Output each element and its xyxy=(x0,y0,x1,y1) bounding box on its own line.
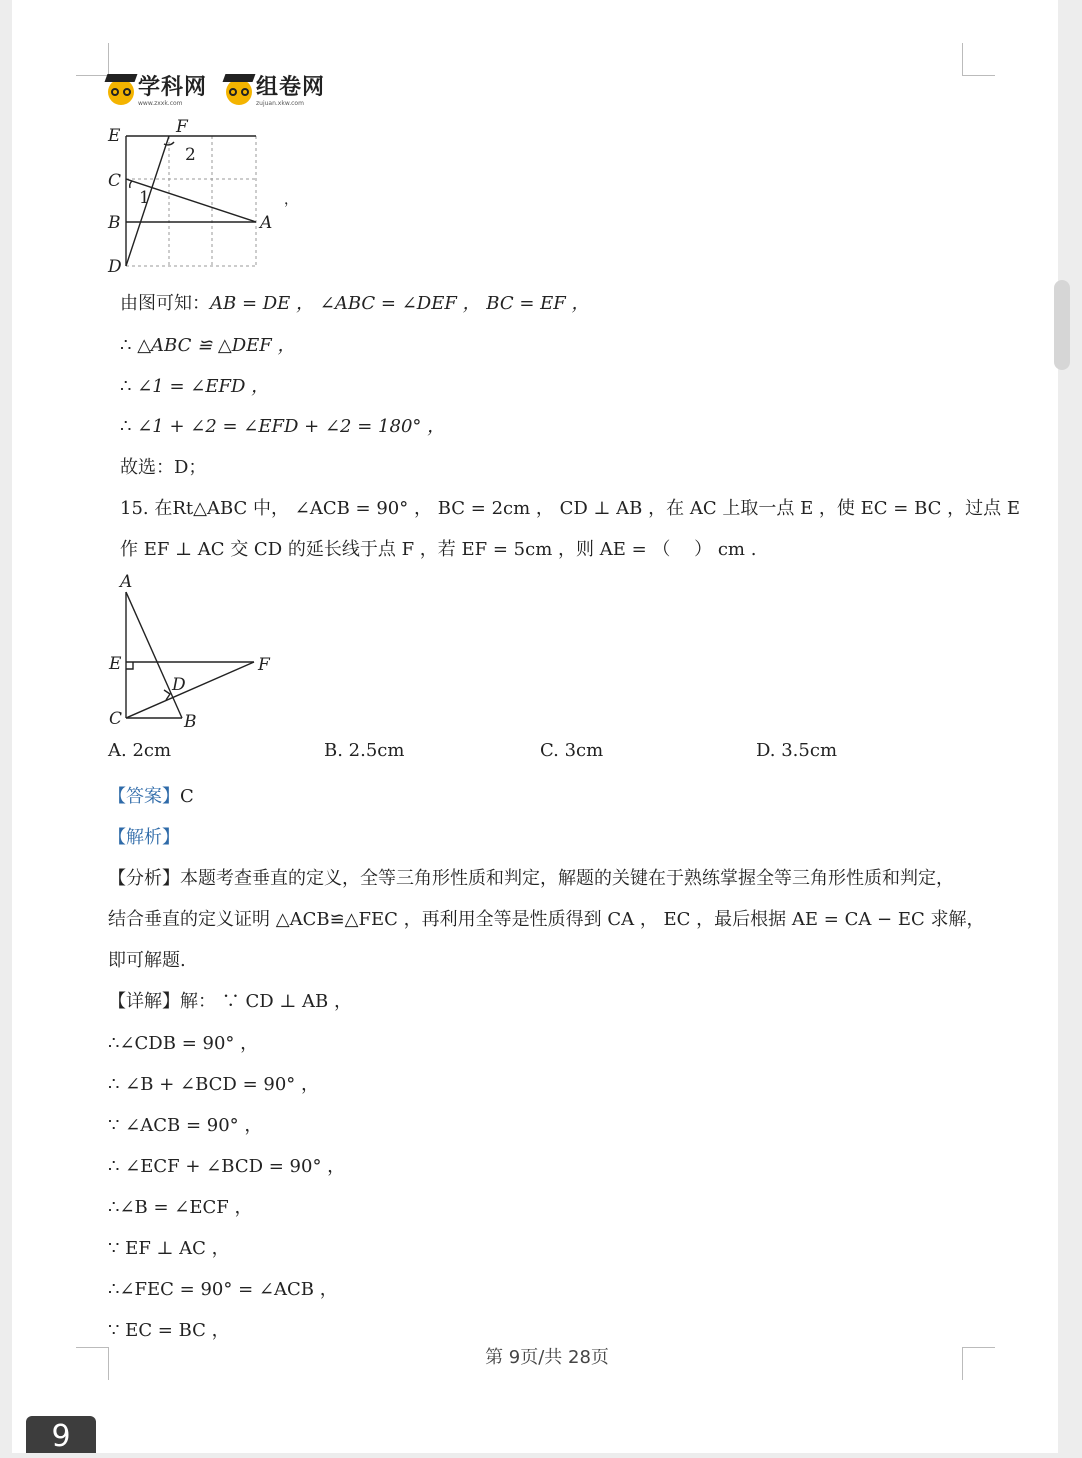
option-b: B. 2.5cm xyxy=(324,740,405,761)
solution-line: 故选：D； xyxy=(120,457,207,478)
answer-line xyxy=(108,782,194,808)
detail-line: ∵ EC = BC ， xyxy=(108,1320,230,1341)
option-c: C. 3cm xyxy=(540,740,604,761)
option-d: D. 3.5cm xyxy=(756,740,838,761)
logo-face-icon xyxy=(108,79,134,105)
logo-name: 组卷网 xyxy=(256,75,326,100)
fig2-label-C: C xyxy=(109,709,123,729)
detail-line: ∵ ∠ACB = 90° ， xyxy=(108,1115,263,1136)
detail-line: ∴ ∠ECF + ∠BCD = 90° ， xyxy=(108,1156,346,1177)
analysis-paragraph: 结合垂直的定义证明 △ACB≌△FEC ，再利用全等是性质得到 CA ， EC ，最后根据 AE = CA − EC 求解， xyxy=(108,909,985,930)
fig1-label-B: B xyxy=(108,213,121,233)
solution-line: ∴ ∠1 + ∠2 = ∠EFD + ∠2 = 180° ， xyxy=(120,416,446,437)
detail-line: ∴∠CDB = 90° ， xyxy=(108,1033,259,1054)
solution-line: ∴ △ABC ≌ △DEF ， xyxy=(120,335,296,356)
fig2-label-A: A xyxy=(120,572,133,592)
question-15-line2: 作 EF ⊥ AC 交 CD 的延长线于点 F ，若 EF = 5cm ，则 AE = （ ） cm . xyxy=(120,539,757,560)
logo-url: zujuan.xkw.com xyxy=(256,100,304,107)
fig2-label-E: E xyxy=(109,654,122,674)
figure-right-triangles xyxy=(108,570,298,735)
crop-mark-top-right xyxy=(962,43,995,76)
document-page xyxy=(12,0,1058,1453)
logo-url: www.zxxk.com xyxy=(138,100,183,107)
logo-face-icon xyxy=(226,79,252,105)
question-15-line1: 15. 在Rt△ABC 中， ∠ACB = 90° ， BC = 2cm ， CD ⊥ AB ，在 AC 上取一点 E ，使 EC = BC ，过点 E xyxy=(120,498,1021,519)
fig1-label-F: F xyxy=(176,117,188,137)
fig1-label-2: 2 xyxy=(185,145,196,165)
fig1-label-C: C xyxy=(108,171,122,191)
logo-xuekewang xyxy=(108,74,207,110)
fig1-label-D: D xyxy=(108,257,122,277)
fig1-label-A: A xyxy=(260,213,273,233)
analysis-paragraph: 即可解题. xyxy=(108,950,186,971)
detail-line: ∴∠B = ∠ECF ， xyxy=(108,1197,253,1218)
detail-line: ∴ ∠B + ∠BCD = 90° ， xyxy=(108,1074,320,1095)
fig2-label-D: D xyxy=(172,675,186,695)
detail-line: ∵ EF ⊥ AC ， xyxy=(108,1238,230,1259)
analysis-paragraph: 【分析】本题考查垂直的定义，全等三角形性质和判定，解题的关键在于熟练掌握全等三角形性质和判定， xyxy=(108,868,954,889)
scrollbar-thumb[interactable] xyxy=(1054,280,1070,370)
crop-mark-top-left xyxy=(76,43,109,76)
solution-line: 由图可知：AB = DE ， ∠ABC = ∠DEF ， BC = EF ， xyxy=(120,293,590,314)
page-number-badge: 9 xyxy=(26,1416,96,1453)
detail-line: ∴∠FEC = 90° = ∠ACB ， xyxy=(108,1279,338,1300)
fig1-label-1: 1 xyxy=(139,188,150,208)
fig2-label-F: F xyxy=(258,655,270,675)
logo-zujuanwang xyxy=(226,74,325,110)
option-a: A. 2cm xyxy=(108,740,172,761)
logo-name: 学科网 xyxy=(138,75,208,100)
detail-line: 【详解】解： ∵ CD ⊥ AB ， xyxy=(108,991,352,1012)
fig2-label-B: B xyxy=(184,712,197,732)
solution-line: ∴ ∠1 = ∠EFD ， xyxy=(120,376,270,397)
fig1-label-E: E xyxy=(108,126,121,146)
answer-tag: 【答案】 xyxy=(108,786,180,807)
analysis-tag: 【解析】 xyxy=(108,827,180,848)
fig1-comma: ， xyxy=(284,192,298,208)
figure-grid-triangles xyxy=(96,116,296,276)
page-footer: 第 9页/共 28页 xyxy=(485,1347,609,1368)
answer-value: C xyxy=(180,786,194,807)
